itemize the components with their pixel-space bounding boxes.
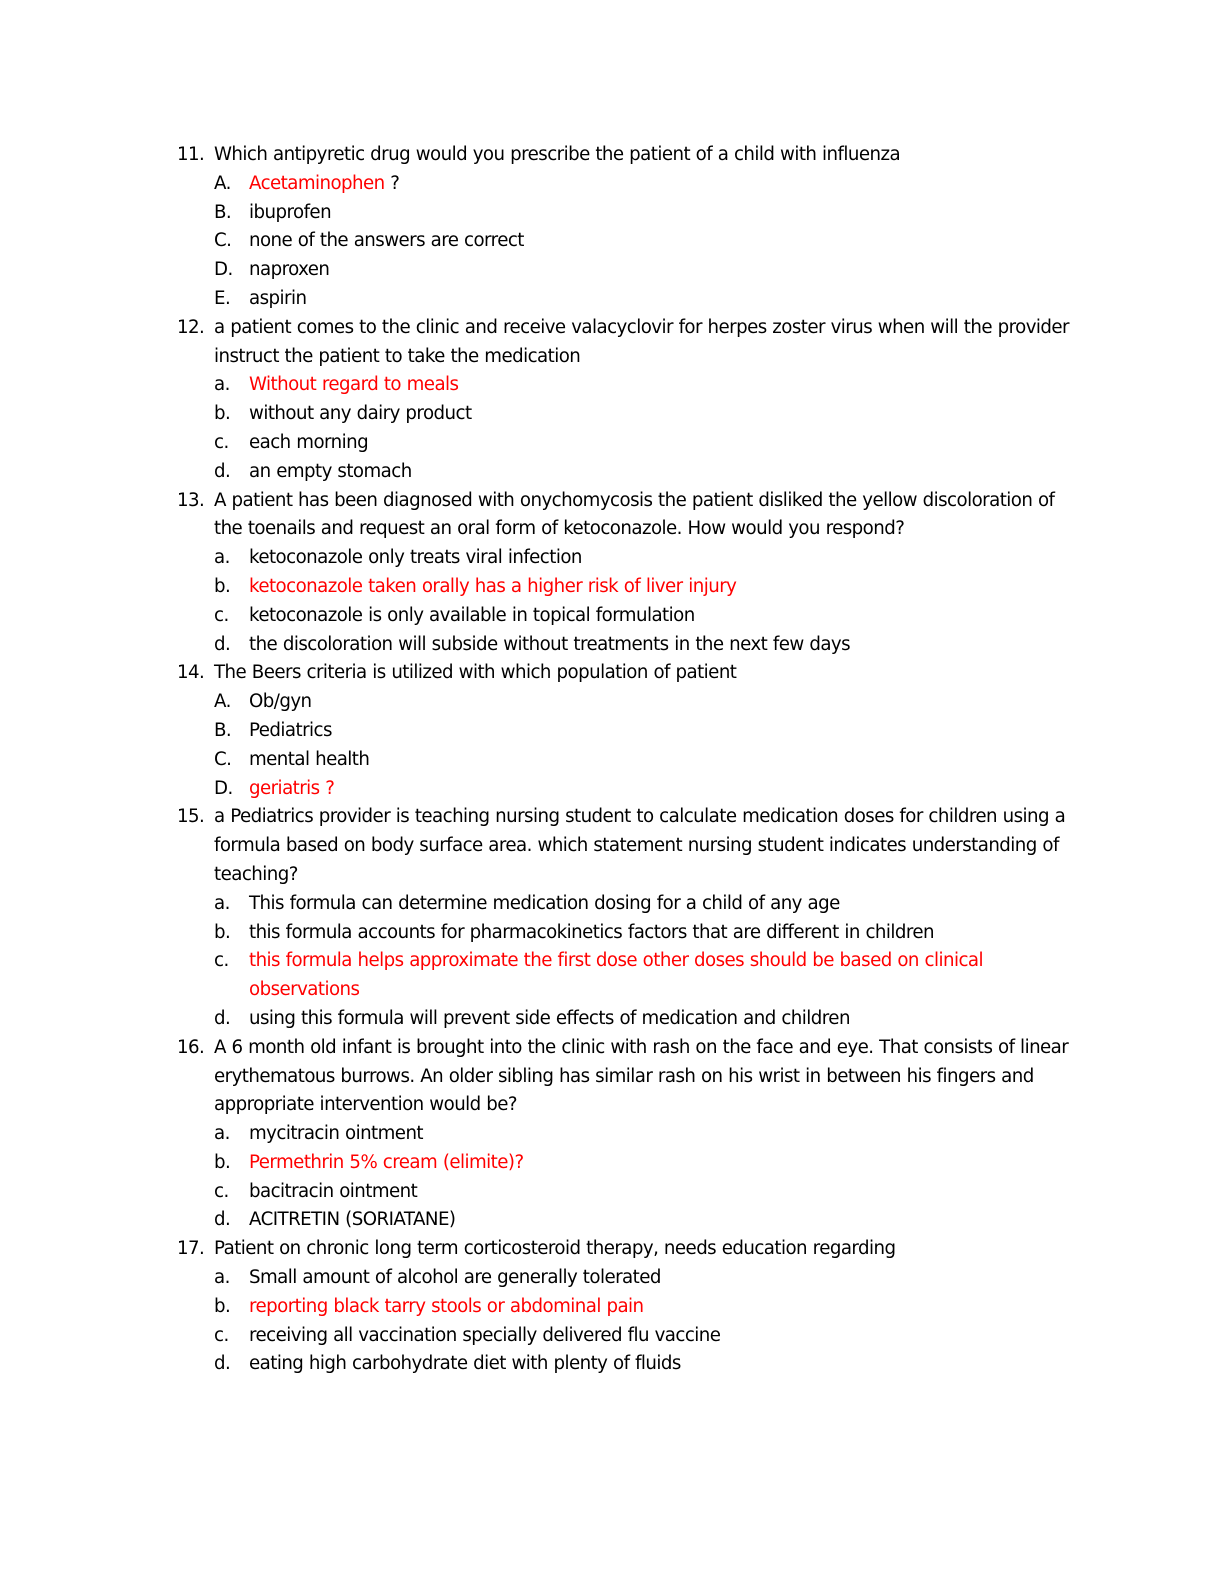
option-text-wrapper <box>249 1350 1049 1379</box>
answer-option <box>0 1005 1224 1034</box>
option-text-wrapper <box>249 371 1049 400</box>
option-text: ketoconazole taken orally has a higher risk of liver injury <box>249 575 737 597</box>
option-text-wrapper <box>249 1120 1049 1149</box>
option-letter: b. <box>214 1295 231 1317</box>
option-text-wrapper <box>249 573 1049 602</box>
question-list <box>0 141 1224 1379</box>
option-list <box>0 544 1224 659</box>
option-text: using this formula will prevent side effects of medication and children <box>249 1007 850 1029</box>
option-text-wrapper <box>249 1149 1049 1178</box>
option-letter: d. <box>214 1007 231 1029</box>
option-text-wrapper <box>249 227 1049 256</box>
option-letter: a. <box>214 1123 230 1145</box>
option-letter: C. <box>214 748 232 770</box>
option-text-wrapper <box>249 1005 1049 1034</box>
answer-option-marked-correct <box>0 170 1224 199</box>
option-text: ACITRETIN (SORIATANE) <box>249 1209 456 1231</box>
question-item <box>0 803 1224 1033</box>
answer-option <box>0 602 1224 631</box>
option-letter: a. <box>214 1267 230 1289</box>
question-number: 11. <box>177 144 205 165</box>
answer-option <box>0 285 1224 314</box>
question-item <box>0 141 1224 314</box>
option-text: Pediatrics <box>249 719 332 741</box>
question-item <box>0 487 1224 660</box>
option-list <box>0 1264 1224 1379</box>
option-letter: D. <box>214 777 233 799</box>
option-letter: d. <box>214 1209 231 1231</box>
option-text-wrapper <box>249 602 1049 631</box>
option-text-wrapper <box>249 544 1049 573</box>
answer-option <box>0 631 1224 660</box>
answer-option <box>0 1206 1224 1235</box>
answer-option <box>0 458 1224 487</box>
option-text: Small amount of alcohol are generally tolerated <box>249 1267 661 1289</box>
option-letter: b. <box>214 575 231 597</box>
option-text-wrapper <box>249 170 1049 199</box>
option-text: naproxen <box>249 259 330 281</box>
question-number: 13. <box>177 489 205 511</box>
option-list <box>0 371 1224 486</box>
answer-option <box>0 227 1224 256</box>
option-text: each morning <box>249 431 369 453</box>
option-letter: B. <box>214 719 232 741</box>
question-item <box>0 659 1224 803</box>
option-text: this formula accounts for pharmacokinetics factors that are different in children <box>249 921 935 943</box>
answer-option-marked-correct <box>0 947 1224 1005</box>
option-letter: C. <box>214 230 232 252</box>
option-text: without any dairy product <box>249 403 472 425</box>
question-text: A 6 month old infant is brought into the clinic with rash on the face and eye. That consists of linear erythematous burrows. An older sibling has similar rash on his wrist in between his fingers and appropriate intervention would be? <box>214 1036 1069 1116</box>
option-text: ketoconazole is only available in topical formulation <box>249 604 695 626</box>
question-text: Patient on chronic long term corticosteroid therapy, needs education regarding <box>214 1238 896 1260</box>
option-letter: b. <box>214 403 231 425</box>
answer-option <box>0 1120 1224 1149</box>
option-text: mycitracin ointment <box>249 1123 424 1145</box>
question-number: 12. <box>177 316 205 338</box>
option-text-wrapper <box>249 199 1049 228</box>
answer-option <box>0 717 1224 746</box>
option-letter: c. <box>214 604 229 626</box>
answer-option <box>0 1178 1224 1207</box>
answer-option <box>0 429 1224 458</box>
answer-option <box>0 1264 1224 1293</box>
option-text-wrapper <box>249 1293 1049 1322</box>
option-text: reporting black tarry stools or abdominal pain <box>249 1295 644 1317</box>
option-text-wrapper <box>249 1178 1049 1207</box>
option-list <box>0 688 1224 803</box>
question-item <box>0 1235 1224 1379</box>
option-text: geriatris ? <box>249 777 335 799</box>
option-text-wrapper <box>249 1322 1049 1351</box>
option-text-wrapper <box>249 631 1049 660</box>
option-text: This formula can determine medication dosing for a child of any age <box>249 892 840 914</box>
option-text-wrapper <box>249 1206 1049 1235</box>
question-text: a Pediatrics provider is teaching nursing student to calculate medication doses for children using a formula based on body surface area. which statement nursing student indicates understanding of teaching? <box>214 806 1066 885</box>
option-text-wrapper <box>249 746 1049 775</box>
option-letter: d. <box>214 1353 231 1375</box>
option-letter: c. <box>214 1180 229 1202</box>
option-text: receiving all vaccination specially delivered flu vaccine <box>249 1324 721 1346</box>
option-text: bacitracin ointment <box>249 1180 418 1202</box>
answer-option <box>0 199 1224 228</box>
option-suffix-mark: ? <box>384 172 400 194</box>
option-text: an empty stomach <box>249 460 412 482</box>
option-text: Acetaminophen <box>249 172 385 194</box>
option-letter: b. <box>214 1151 231 1173</box>
option-text: none of the answers are correct <box>249 230 524 252</box>
answer-option <box>0 1322 1224 1351</box>
answer-option <box>0 919 1224 948</box>
option-text-wrapper <box>249 400 1049 429</box>
option-text: mental health <box>249 748 370 770</box>
option-text: Ob/gyn <box>249 691 312 713</box>
option-letter: a. <box>214 374 230 396</box>
answer-option-marked-correct <box>0 573 1224 602</box>
answer-option-marked-correct <box>0 1293 1224 1322</box>
answer-option <box>0 1350 1224 1379</box>
option-text-wrapper <box>249 285 1049 314</box>
option-text: ibuprofen <box>249 201 332 223</box>
question-item <box>0 1034 1224 1236</box>
answer-option <box>0 400 1224 429</box>
option-letter: c. <box>214 950 229 972</box>
option-letter: c. <box>214 1324 229 1346</box>
option-text: the discoloration will subside without treatments in the next few days <box>249 633 851 655</box>
option-text-wrapper <box>249 458 1049 487</box>
question-text: a patient comes to the clinic and receive valacyclovir for herpes zoster virus when will the provider instruct the patient to take the medication <box>214 316 1069 367</box>
option-text-wrapper <box>249 256 1049 285</box>
option-letter: a. <box>214 547 230 569</box>
answer-option-marked-correct <box>0 1149 1224 1178</box>
answer-option-marked-correct <box>0 775 1224 804</box>
answer-option <box>0 256 1224 285</box>
answer-option <box>0 746 1224 775</box>
option-letter: A. <box>214 691 231 713</box>
option-text: eating high carbohydrate diet with plenty of fluids <box>249 1353 681 1375</box>
option-text: Permethrin 5% cream (elimite)? <box>249 1151 524 1173</box>
option-list <box>0 1120 1224 1235</box>
option-list <box>0 890 1224 1034</box>
option-letter: c. <box>214 431 229 453</box>
question-text: Which antipyretic drug would you prescribe the patient of a child with influenza <box>214 144 901 165</box>
option-text: ketoconazole only treats viral infection <box>249 547 582 569</box>
answer-option <box>0 688 1224 717</box>
option-letter: B. <box>214 201 232 223</box>
question-text: The Beers criteria is utilized with which population of patient <box>214 662 737 684</box>
option-text-wrapper <box>249 717 1049 746</box>
option-text: Without regard to meals <box>249 374 459 396</box>
answer-option-marked-correct <box>0 371 1224 400</box>
option-text-wrapper <box>249 890 1049 919</box>
question-number: 15. <box>177 806 205 828</box>
answer-option <box>0 890 1224 919</box>
option-text-wrapper <box>249 429 1049 458</box>
option-list <box>0 170 1224 314</box>
option-letter: D. <box>214 259 233 281</box>
option-letter: d. <box>214 460 231 482</box>
option-letter: a. <box>214 892 230 914</box>
option-text: this formula helps approximate the first dose other doses should be based on clinical observations <box>249 950 984 1001</box>
question-number: 16. <box>177 1036 205 1058</box>
option-text: aspirin <box>249 287 307 309</box>
option-letter: A. <box>214 172 231 194</box>
option-text-wrapper <box>249 775 1049 804</box>
question-number: 17. <box>177 1238 205 1260</box>
option-text-wrapper <box>249 919 1049 948</box>
option-letter: d. <box>214 633 231 655</box>
question-text: A patient has been diagnosed with onychomycosis the patient disliked the yellow discoloration of the toenails and request an oral form of ketoconazole. How would you respond? <box>214 489 1055 540</box>
option-letter: E. <box>214 287 231 309</box>
option-text-wrapper <box>249 947 1049 1005</box>
answer-option <box>0 544 1224 573</box>
option-text-wrapper <box>249 688 1049 717</box>
option-text-wrapper <box>249 1264 1049 1293</box>
option-letter: b. <box>214 921 231 943</box>
question-item <box>0 314 1224 487</box>
question-number: 14. <box>177 662 205 684</box>
